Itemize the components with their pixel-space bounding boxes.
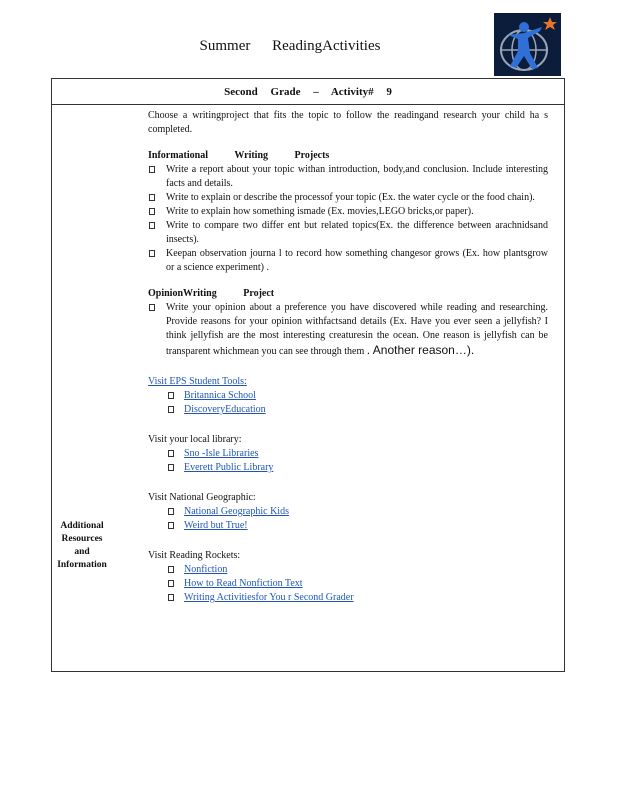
- opinion-text: Write your opinion about a preference you have discovered while reading and researching. Provide reasons for your opinion withfactsand details (Ex. Have you ever seen a jellyfish? I think jellyfish are the most interesting creaturesin the ocean. One reason is jellyfish can be transparent whichmean you can see through them: [166, 302, 548, 357]
- writing-activities-link[interactable]: Writing Activitiesfor You r Second Grader: [184, 592, 354, 603]
- list-item: [166, 563, 548, 577]
- informational-heading: Informational Writing Projects: [148, 150, 330, 161]
- resource-group-eps: [148, 375, 548, 417]
- reading-rockets-heading: Visit Reading Rockets:: [148, 550, 241, 561]
- school-logo-icon: [494, 13, 561, 76]
- side-label: Additional Resources and Information: [57, 521, 107, 570]
- natgeo-heading: Visit National Geographic:: [148, 492, 256, 503]
- everett-library-link[interactable]: Everett Public Library: [184, 462, 274, 473]
- list-item: [166, 519, 548, 533]
- page-title: Summer ReadingActivities: [199, 38, 381, 54]
- list-item: [166, 389, 548, 403]
- sno-isle-link[interactable]: Sno -Isle Libraries: [184, 448, 259, 459]
- how-to-read-nonfiction-link[interactable]: How to Read Nonfiction Text: [184, 578, 303, 589]
- resource-group-reading-rockets: [148, 549, 548, 605]
- opinion-list: [148, 301, 548, 359]
- library-heading: Visit your local library:: [148, 434, 242, 445]
- list-item: [166, 577, 548, 591]
- list-item: [166, 461, 548, 475]
- list-item: [148, 301, 548, 359]
- resource-group-library: [148, 433, 548, 475]
- activity-header: Second Grade – Activity# 9: [52, 79, 564, 105]
- content-cell: [148, 109, 548, 605]
- resource-group-natgeo: [148, 491, 548, 533]
- list-item: [166, 403, 548, 417]
- britannica-link[interactable]: Britannica School: [184, 390, 256, 401]
- informational-list: [148, 163, 548, 275]
- eps-tools-link[interactable]: Visit EPS Student Tools:: [148, 376, 247, 387]
- discovery-education-link[interactable]: DiscoveryEducation: [184, 404, 266, 415]
- weird-but-true-link[interactable]: Weird but True!: [184, 520, 248, 531]
- nonfiction-link[interactable]: Nonfiction: [184, 564, 228, 575]
- list-item: Write to explain how something ismade (Ex. movies,LEGO bricks,or paper).: [148, 205, 548, 219]
- list-item: Keepan observation journa l to record how something changesor grows (Ex. how plantsgrow or a science experiment) .: [148, 247, 548, 275]
- natgeo-kids-link[interactable]: National Geographic Kids: [184, 506, 289, 517]
- list-item: [166, 591, 548, 605]
- list-item: Write a report about your topic withan introduction, body,and conclusion. Include interesting facts and details.: [148, 163, 548, 191]
- list-item: [166, 505, 548, 519]
- activity-table: [51, 78, 565, 672]
- list-item: [166, 447, 548, 461]
- list-item: Write to compare two differ ent but related topics(Ex. the difference between arachnidsand insects).: [148, 219, 548, 247]
- list-item: Write to explain or describe the processof your topic (Ex. the water cycle or the food chain).: [148, 191, 548, 205]
- intro-paragraph: Choose a writingproject that fits the topic to follow the readingand research your child ha s completed.: [148, 110, 548, 135]
- opinion-text-tail: . Another reason…).: [366, 343, 475, 357]
- opinion-heading: OpinionWriting Project: [148, 288, 275, 299]
